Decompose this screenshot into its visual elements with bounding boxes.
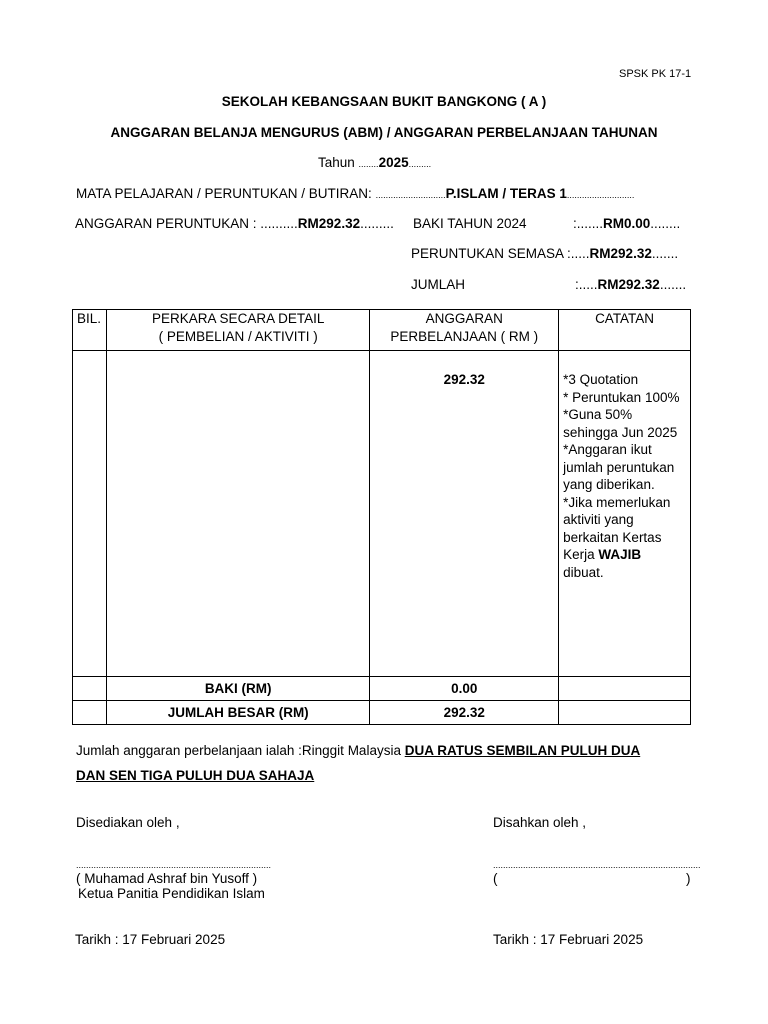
subject-line — [76, 186, 634, 201]
year-line — [318, 155, 431, 170]
amount-words-prefix: Jumlah anggaran perbelanjaan ialah :Ringgit Malaysia — [76, 743, 405, 758]
header-amount-line2: PERBELANJAAN ( RM ) — [390, 329, 539, 344]
jumlah-row — [73, 701, 691, 725]
approved-name-close: ) — [686, 871, 691, 886]
balance-prev-value: RM0.00 — [603, 216, 651, 231]
header-detail-line2: ( PEMBELIAN / AKTIVITI ) — [158, 329, 318, 344]
balance-prev-suffix: ........ — [650, 216, 681, 231]
total-amount — [575, 277, 686, 292]
year-dots-after: ......... — [408, 159, 432, 169]
current-alloc-value: RM292.32 — [589, 246, 652, 261]
note-line: * Peruntukan 100% — [563, 389, 680, 405]
baki-notes-cell — [559, 677, 691, 701]
prepared-by-label: Disediakan oleh , — [76, 815, 180, 830]
note-kerja: Kerja — [563, 547, 599, 562]
note-line: aktiviti yang — [563, 512, 634, 527]
document-title: ANGGARAN BELANJA MENGURUS (ABM) / ANGGARAN PERBELANJAAN TAHUNAN — [110, 125, 658, 140]
jumlah-value: 292.32 — [370, 701, 559, 725]
cell-notes — [559, 351, 691, 677]
cell-amount: 292.32 — [370, 351, 559, 677]
amount-words-part2: DAN SEN TIGA PULUH DUA SAHAJA — [76, 768, 315, 783]
baki-row — [73, 677, 691, 701]
note-line: berkaitan Kertas — [563, 529, 662, 545]
year-label: Tahun — [318, 155, 359, 170]
note-line: jumlah peruntukan — [563, 459, 675, 475]
balance-prev-sep: :....... — [573, 216, 604, 231]
header-notes: CATATAN — [559, 310, 691, 351]
note-line: sehingga Jun 2025 — [563, 424, 678, 440]
header-bil: BIL. — [73, 310, 107, 351]
baki-label: BAKI (RM) — [106, 677, 369, 701]
jumlah-notes-cell — [559, 701, 691, 725]
note-line: *Guna 50% — [563, 407, 633, 422]
prepared-name: ( Muhamad Ashraf bin Yusoff ) — [76, 871, 258, 886]
baki-bil-cell — [73, 677, 107, 701]
subject-dots-after: ........................... — [566, 190, 635, 200]
header-detail — [106, 310, 369, 351]
form-code: SPSK PK 17-1 — [619, 68, 692, 80]
current-alloc-label: PERUNTUKAN SEMASA :..... — [411, 246, 590, 261]
cell-bil — [73, 351, 107, 677]
current-alloc-suffix: ....... — [651, 246, 679, 261]
balance-prev-amount — [573, 216, 680, 231]
year-value: 2025 — [378, 155, 409, 170]
subject-label: MATA PELAJARAN / PERUNTUKAN / BUTIRAN: — [76, 186, 376, 201]
subject-value: P.ISLAM / TERAS 1 — [445, 186, 567, 201]
prepared-date: Tarikh : 17 Februari 2025 — [75, 932, 226, 947]
school-name: SEKOLAH KEBANGSAAN BUKIT BANGKONG ( A ) — [221, 94, 547, 109]
header-detail-line1: PERKARA SECARA DETAIL — [152, 311, 325, 326]
header-amount — [370, 310, 559, 351]
approved-date: Tarikh : 17 Februari 2025 — [493, 932, 644, 947]
total-sep: :..... — [575, 277, 598, 292]
subject-dots-before: ............................ — [375, 190, 446, 200]
jumlah-label: JUMLAH BESAR (RM) — [106, 701, 369, 725]
table-header-row — [73, 310, 691, 351]
cell-detail — [106, 351, 369, 677]
note-line: *Jika memerlukan — [563, 494, 671, 510]
note-line: yang diberikan. — [563, 477, 655, 492]
balance-prev-label: BAKI TAHUN 2024 — [413, 216, 527, 231]
allocation-line — [75, 216, 394, 231]
total-suffix: ....... — [659, 277, 687, 292]
total-label: JUMLAH — [411, 277, 466, 292]
approved-signature-line: ................................................................................... — [493, 860, 701, 870]
year-dots-before: ........ — [358, 159, 379, 169]
table-row — [73, 351, 691, 677]
allocation-suffix: ......... — [360, 216, 394, 231]
jumlah-bil-cell — [73, 701, 107, 725]
note-line: *Anggaran ikut — [563, 442, 652, 457]
budget-table — [72, 309, 691, 725]
current-alloc-line — [411, 246, 678, 261]
note-wajib: WAJIB — [598, 547, 642, 562]
total-value: RM292.32 — [597, 277, 660, 292]
approved-name-open: ( — [493, 871, 498, 886]
note-line: *3 Quotation — [563, 372, 639, 387]
amount-words-line1 — [76, 743, 640, 758]
note-line-kerja — [563, 546, 690, 564]
prepared-position: Ketua Panitia Pendidikan Islam — [78, 886, 265, 901]
allocation-label: ANGGARAN PERUNTUKAN : .......... — [75, 216, 298, 231]
allocation-value: RM292.32 — [297, 216, 361, 231]
approved-by-label: Disahkan oleh , — [493, 815, 587, 830]
amount-words-part1: DUA RATUS SEMBILAN PULUH DUA — [404, 743, 641, 758]
header-amount-line1: ANGGARAN — [425, 311, 503, 326]
prepared-signature-line: .............................................................................. — [76, 860, 272, 870]
note-line: dibuat. — [563, 564, 604, 580]
baki-value: 0.00 — [370, 677, 559, 701]
